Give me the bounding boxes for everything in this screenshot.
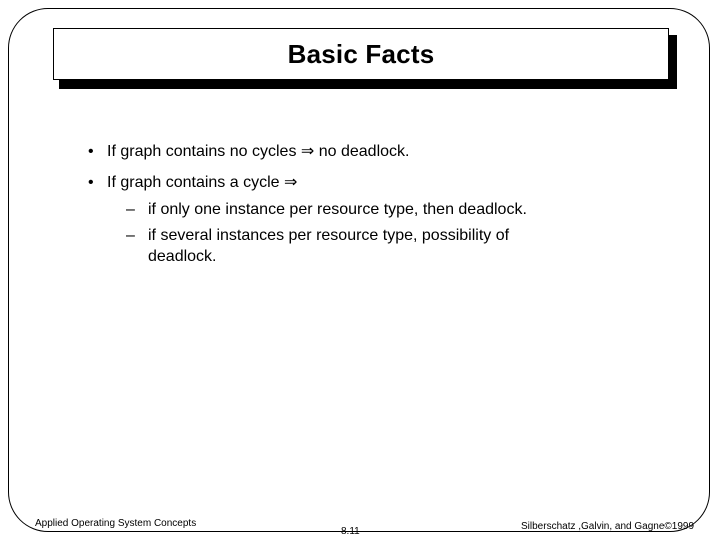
bullet-text: If graph contains no cycles ⇒ no deadlock. bbox=[107, 143, 410, 160]
slide-title: Basic Facts bbox=[287, 38, 435, 69]
sub-text: if several instances per resource type, possibility of bbox=[148, 227, 510, 244]
footer-left: Applied Operating System Concepts bbox=[35, 518, 197, 529]
sub-marker: – bbox=[126, 201, 135, 218]
bullet-text: If graph contains a cycle ⇒ bbox=[107, 174, 298, 191]
bullet-marker: • bbox=[88, 143, 94, 160]
sub-text: if only one instance per resource type, then deadlock. bbox=[148, 201, 527, 218]
title-box bbox=[53, 28, 669, 80]
sub-text: deadlock. bbox=[148, 248, 217, 265]
sub-marker: – bbox=[126, 227, 135, 244]
footer-page-number: 8.11 bbox=[341, 526, 360, 537]
bullet-marker: • bbox=[88, 174, 94, 191]
footer-copyright: Silberschatz ,Galvin, and Gagne©1999 bbox=[521, 521, 695, 532]
